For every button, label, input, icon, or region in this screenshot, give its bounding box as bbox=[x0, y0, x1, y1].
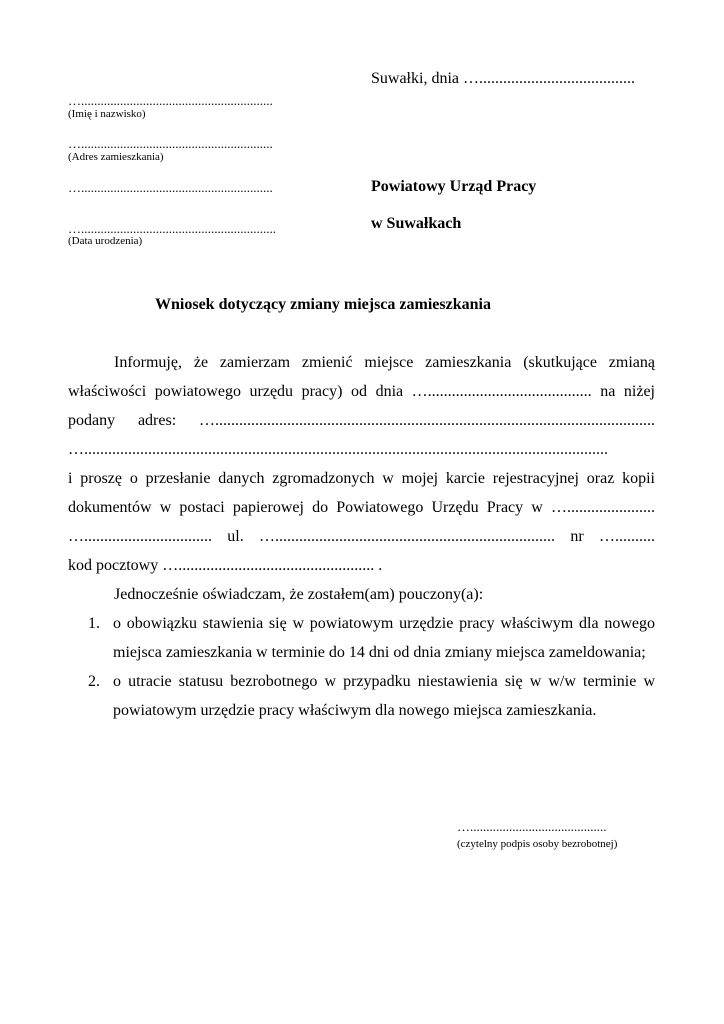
addressee-line-1: Powiatowy Urząd Pracy bbox=[371, 178, 537, 195]
body-line: podany adres: ….............................................................................................................. bbox=[68, 412, 655, 429]
list-item-text: o obowiązku stawienia się w powiatowym urzędzie pracy właściwym dla nowego miejsca zamieszkania w terminie do 14 dni od dnia zmiany miejsca zameldowania; bbox=[113, 615, 655, 661]
list-item-number: 2. bbox=[88, 673, 100, 690]
document-body bbox=[68, 348, 655, 725]
address-field-2-dots: …........................................................... bbox=[68, 180, 273, 195]
declaration-intro: Jednocześnie oświadczam, że zostałem(am) pouczony(a): bbox=[114, 586, 484, 603]
name-field-dots: …........................................................... bbox=[68, 93, 273, 108]
address-field-caption: (Adres zamieszkania) bbox=[68, 151, 164, 163]
body-line: …................................ ul. …...................................................................... nr ….......... bbox=[68, 528, 655, 545]
document-title: Wniosek dotyczący zmiany miejsca zamieszkania bbox=[155, 296, 491, 313]
name-field-caption: (Imię i nazwisko) bbox=[68, 108, 146, 120]
list-item bbox=[68, 667, 655, 725]
body-line: Informuję, że zamierzam zmienić miejsce zamieszkania (skutkujące zmianą bbox=[114, 354, 655, 371]
place-date: Suwałki, dnia …....................................... bbox=[371, 70, 635, 87]
signature-dots: ….......................................... bbox=[457, 819, 607, 834]
body-line: dokumentów w postaci papierowej do Powiatowego Urzędu Pracy w …...................... bbox=[68, 499, 655, 516]
addressee-line-2: w Suwałkach bbox=[371, 215, 462, 232]
body-line: …................................................................................................................................... bbox=[68, 441, 608, 458]
list-item bbox=[68, 609, 655, 667]
address-field-dots: …........................................................... bbox=[68, 136, 273, 151]
body-line: i proszę o przesłanie danych zgromadzonych w mojej karcie rejestracyjnej oraz kopii bbox=[68, 470, 655, 487]
body-line: kod pocztowy …................................................. . bbox=[68, 557, 383, 574]
birthdate-field-caption: (Data urodzenia) bbox=[68, 235, 143, 247]
list-item-number: 1. bbox=[88, 615, 100, 632]
birthdate-field-dots: …............................................................ bbox=[68, 221, 276, 236]
body-line: właściwości powiatowego urzędu pracy) od dnia …......................................... na niżej bbox=[68, 383, 655, 400]
list-item-text: o utracie statusu bezrobotnego w przypadku niestawienia się w w/w terminie w powiatowym urzędzie pracy właściwym dla nowego miejsca zamieszkania. bbox=[113, 673, 655, 719]
signature-caption: (czytelny podpis osoby bezrobotnej) bbox=[457, 838, 618, 850]
instruction-list bbox=[68, 609, 655, 725]
